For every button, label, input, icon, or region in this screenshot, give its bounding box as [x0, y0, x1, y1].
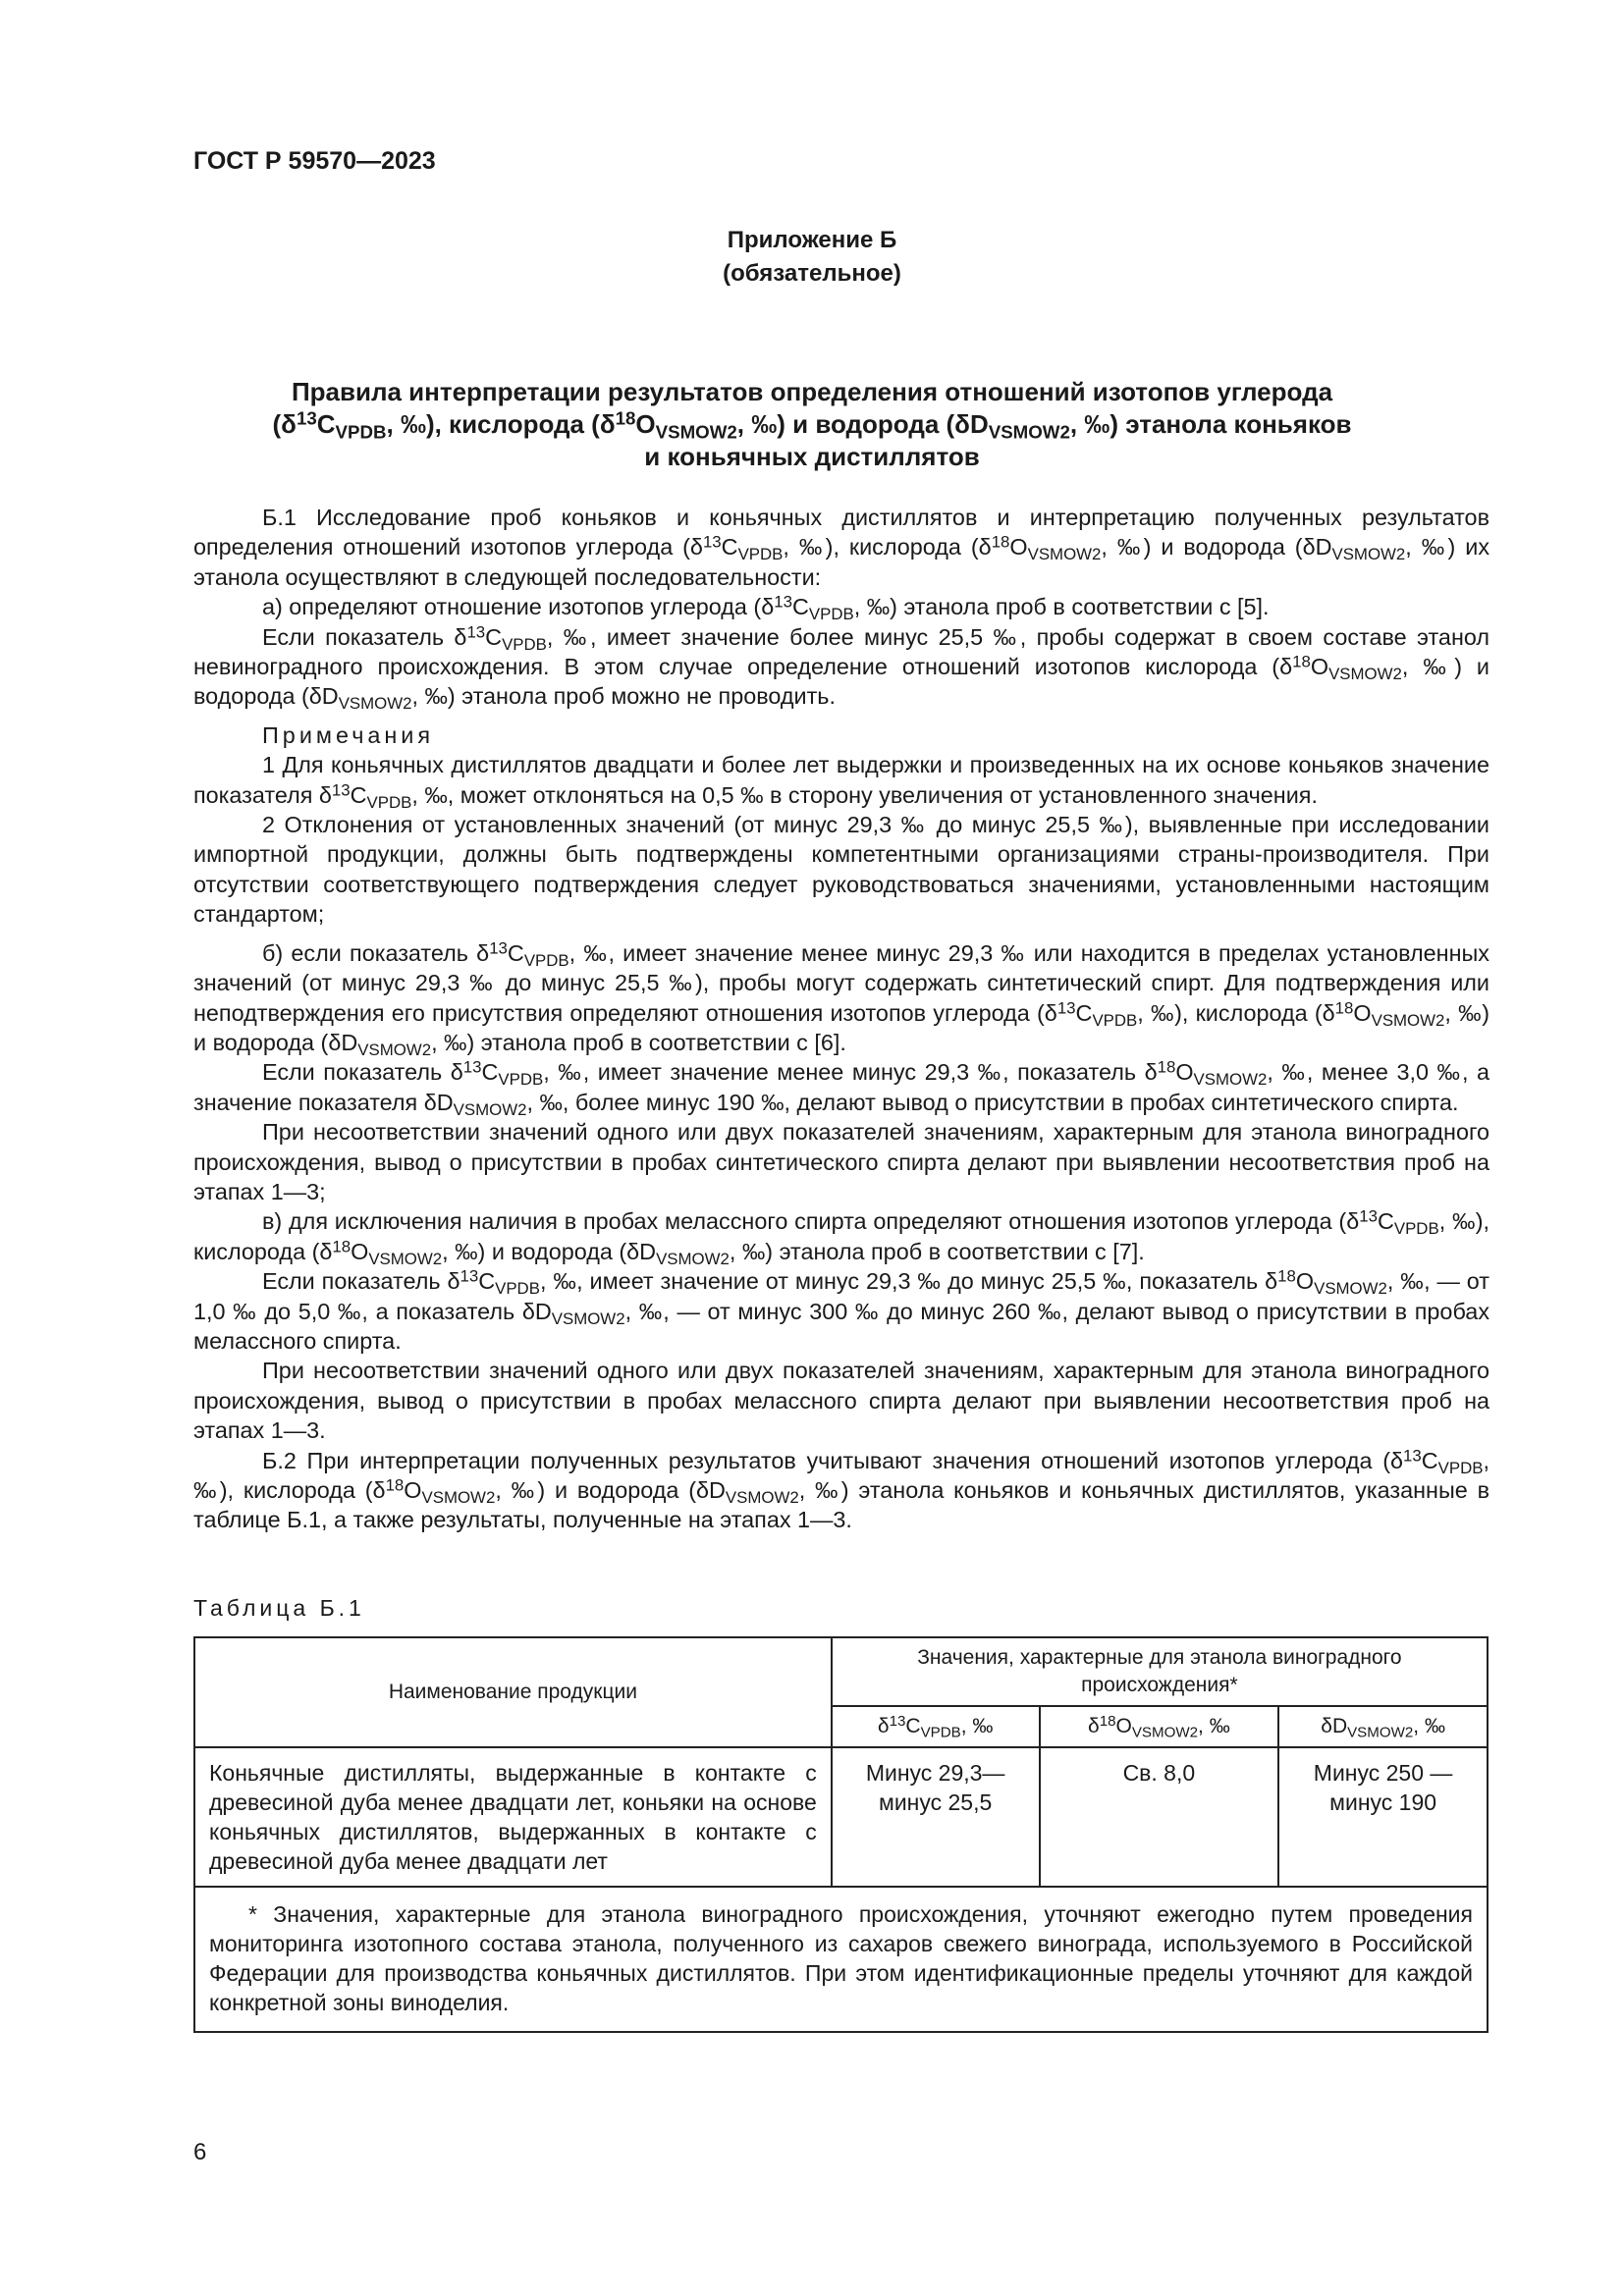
header-grape-values: Значения, характерные для этанола виноградного происхождения* [832, 1637, 1488, 1706]
header-carbon: $\delta^{13}C_{VPDB}$, ‰ [832, 1706, 1040, 1747]
appendix-title [0, 376, 1624, 473]
paragraph-b-conclusion: При несоответствии значений одного или двух показателей значениям, характерным для этанола виноградного происхождения, вывод о присутствии в пробах синтетического спирта делают при выявлении несоответствия проб на этапах 1—3; [193, 1119, 1489, 1204]
title-line-3: и коньячных дистиллятов [644, 442, 980, 471]
cell-product: Коньячные дистилляты, выдержанные в контакте с древесиной дуба менее двадцати лет, коньяки на основе коньячных дистиллятов, выдержанных в контакте с древесиной дуба менее двадцати лет [194, 1747, 832, 1887]
cell-oxygen-value: Св. 8,0 [1040, 1747, 1279, 1887]
appendix-heading [0, 224, 1624, 291]
title-line-2: ($\delta^{13}C_{VPDB}$, ‰), кислорода ($\delta^{18}O_{VSMOW2}$, ‰) и водорода ($\delta D_{VSMOW2}$, ‰) этанола коньяков [272, 407, 1352, 443]
cell-hydrogen-value: Минус 250 — минус 190 [1278, 1747, 1488, 1887]
paragraph-a: а) определяют отношение изотопов углерода ($\delta^{13}C_{VPDB}$, ‰) этанола проб в соответствии с [5]. [262, 592, 1270, 624]
paragraph-b: б) если показатель $\delta^{13}C_{VPDB}$, ‰, имеет значение менее минус 29,3 ‰ или находится в пределах установленных значений (от минус 29,3 ‰ до минус 25,5 ‰), пробы могут содержать синтетический спирт. Для подтверждения или неподтверждения его присутствия определяют отношения изотопов углерода ($\delta^{13}C_{VPDB}$, ‰), кислорода ($\delta^{18}O_{VSMOW2}$, ‰) и водорода ($\delta D_{VSMOW2}$, ‰) этанола проб в соответствии с [6]. [193, 938, 1490, 1059]
appendix-name: Приложение Б [727, 227, 897, 253]
title-line-1: Правила интерпретации результатов определения отношений изотопов углерода [291, 377, 1333, 406]
appendix-status: (обязательное) [723, 260, 901, 287]
paragraph-v-conclusion: При несоответствии значений одного или двух показателей значениям, характерным для этанола виноградного происхождения, вывод о присутствии в пробах мелассного спирта делают при выявлении несоответствия проб на этапах 1—3. [193, 1358, 1489, 1444]
paragraph-b2: Б.2 При интерпретации полученных результатов учитывают значения отношений изотопов углерода ($\delta^{13}C_{VPDB}$, ‰), кислорода ($\delta^{18}O_{VSMOW2}$, ‰) и водорода ($\delta D_{VSMOW2}$, ‰) этанола коньяков и коньячных дистиллятов, указанные в таблице Б.1, а также результаты, полученные на этапах 1—3. [193, 1446, 1490, 1533]
note-1: 1 Для коньячных дистиллятов двадцати и более лет выдержки и произведенных на их основе коньяков значение показателя $\delta^{13}C_{VPDB}$, ‰, может отклоняться на 0,5 ‰ в сторону увеличения от установленного значения. [193, 752, 1489, 812]
table-footnote-row [194, 1887, 1488, 2032]
note-2: 2 Отклонения от установленных значений (от минус 29,3 ‰ до минус 25,5 ‰), выявленные при исследовании импортной продукции, должны быть подтверждены компетентными организациями страны-производителя. При отсутствии соответствующего подтверждения следует руководствоваться значениями, установленными настоящим стандартом; [193, 812, 1489, 928]
header-hydrogen: $\delta D_{VSMOW2}$, ‰ [1278, 1706, 1488, 1747]
table-caption: Таблица Б.1 [193, 1595, 365, 1621]
header-product-name: Наименование продукции [194, 1637, 832, 1747]
table-b1 [193, 1636, 1489, 2033]
document-code: ГОСТ Р 59570—2023 [193, 147, 436, 175]
table-footnote: * Значения, характерные для этанола виноградного происхождения, уточняют ежегодно путем проведения мониторинга изотопного состава этанола, полученного из сахаров свежего винограда, используемого в Российской Федерации для производства коньячных дистиллятов. При этом идентификационные пределы уточняют для каждой конкретной зоны виноделия. [194, 1887, 1488, 2032]
body-text [193, 503, 1489, 1535]
notes-heading: Примечания [262, 721, 435, 748]
paragraph-v-cont: Если показатель $\delta^{13}C_{VPDB}$, ‰, имеет значение от минус 29,3 ‰ до минус 25,5 ‰, показатель $\delta^{18}O_{VSMOW2}$, ‰, — от 1,0 ‰ до 5,0 ‰, а показатель $\delta D_{VSMOW2}$, ‰, — от минус 300 ‰ до минус 260 ‰, делают вывод о присутствии в пробах мелассного спирта. [193, 1266, 1490, 1354]
paragraph-a-cont: Если показатель $\delta^{13}C_{VPDB}$, ‰, имеет значение более минус 25,5 ‰, пробы содержат в своем составе этанол невиноградного происхождения. В этом случае определение отношений изотопов кислорода ($\delta^{18}O_{VSMOW2}$, ‰) и водорода ($\delta D_{VSMOW2}$, ‰) этанола проб можно не проводить. [193, 622, 1490, 714]
paragraph-b1: Б.1 Исследование проб коньяков и коньячных дистиллятов и интерпретацию полученных результатов определения отношений изотопов углерода ($\delta^{13}C_{VPDB}$, ‰), кислорода ($\delta^{18}O_{VSMOW2}$, ‰) и водорода ($\delta D_{VSMOW2}$, ‰) их этанола осуществляют в следующей последовательности: [193, 505, 1490, 590]
cell-carbon-value: Минус 29,3— минус 25,5 [832, 1747, 1040, 1887]
header-oxygen: $\delta^{18}O_{VSMOW2}$, ‰ [1040, 1706, 1279, 1747]
paragraph-b-cont: Если показатель $\delta^{13}C_{VPDB}$, ‰, имеет значение менее минус 29,3 ‰, показатель $\delta^{18}O_{VSMOW2}$, ‰, менее 3,0 ‰, а значение показателя $\delta D_{VSMOW2}$, ‰, более минус 190 ‰, делают вывод о присутствии в пробах синтетического спирта. [193, 1057, 1490, 1119]
table-row [194, 1747, 1488, 1887]
page-number: 6 [193, 2139, 207, 2165]
paragraph-v: в) для исключения наличия в пробах мелассного спирта определяют отношения изотопов углерода ($\delta^{13}C_{VPDB}$, ‰), кислорода ($\delta^{18}O_{VSMOW2}$, ‰) и водорода ($\delta D_{VSMOW2}$, ‰) этанола проб в соответствии с [7]. [193, 1206, 1489, 1268]
table-header-row [194, 1637, 1488, 1706]
